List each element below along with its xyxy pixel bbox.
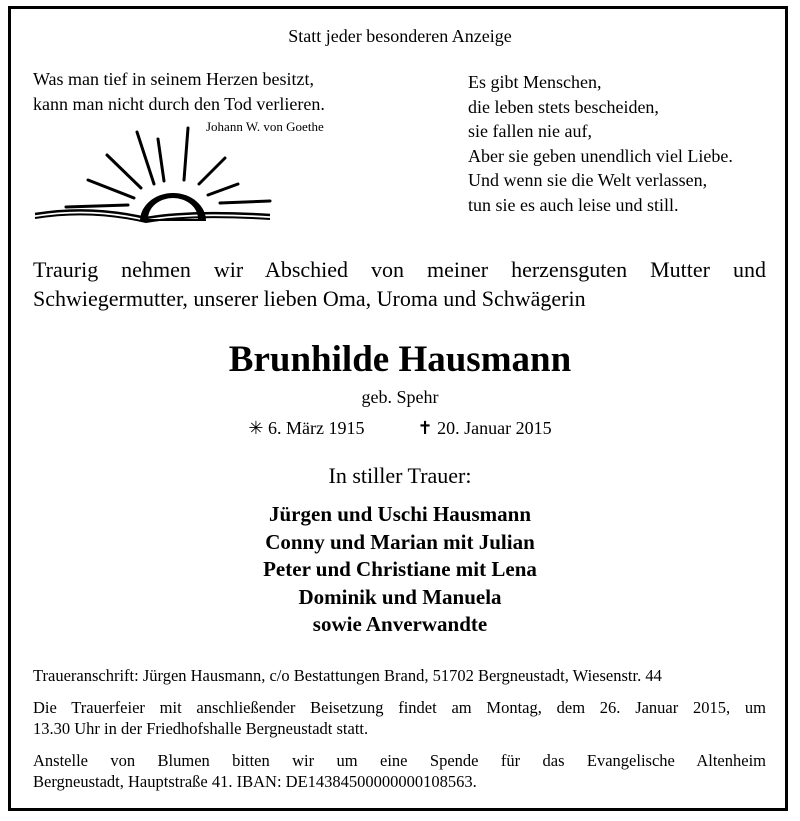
- donation-info: [33, 750, 766, 792]
- birth-star-icon: ✳: [248, 418, 264, 438]
- intro-text: [33, 255, 766, 313]
- poem-line: die leben stets bescheiden,: [468, 96, 659, 117]
- donation-line: Anstelle von Blumen bitten wir um eine Spende für das Evangelische Altenheim: [33, 751, 766, 770]
- death-date: 20. Januar 2015: [437, 418, 552, 438]
- mourner-line: Dominik und Manuela: [298, 584, 502, 609]
- mourning-heading: In stiller Trauer:: [328, 463, 472, 488]
- notice-header: Statt jeder besonderen Anzeige: [288, 26, 512, 46]
- life-dates: [0, 418, 800, 439]
- quote-line: kann man nicht durch den Tod verlieren.: [33, 94, 325, 114]
- birth-date: 6. März 1915: [268, 418, 365, 438]
- poem-line: tun sie es auch leise und still.: [468, 194, 679, 215]
- poem-line: Und wenn sie die Welt verlassen,: [468, 170, 708, 191]
- mourners-list: [0, 501, 800, 639]
- mourner-line: Jürgen und Uschi Hausmann: [269, 502, 531, 526]
- poem-line: sie fallen nie auf,: [468, 121, 592, 142]
- poem-line: Es gibt Menschen,: [468, 72, 602, 92]
- donation-line: Bergneustadt, Hauptstraße 41. IBAN: DE14384500000000108563.: [33, 772, 477, 791]
- sunrise-icon: [30, 125, 280, 235]
- intro-line: Traurig nehmen wir Abschied von meiner herzensguten Mutter und: [33, 257, 766, 282]
- quote-line: Was man tief in seinem Herzen besitzt,: [33, 69, 314, 89]
- poem-line: Aber sie geben unendlich viel Liebe.: [468, 145, 733, 166]
- poem: [468, 70, 733, 218]
- ceremony-info: [33, 697, 766, 739]
- mourner-line: sowie Anverwandte: [312, 612, 488, 636]
- intro-line: Schwiegermutter, unserer lieben Oma, Uroma und Schwägerin: [33, 286, 586, 311]
- quote-author: Johann W. von Goethe: [206, 119, 324, 134]
- mourning-address: Traueranschrift: Jürgen Hausmann, c/o Bestattungen Brand, 51702 Bergneustadt, Wiesenstr. 44: [33, 666, 662, 685]
- mourner-line: Peter und Christiane mit Lena: [263, 557, 537, 581]
- sunrise-drawing: [30, 125, 280, 230]
- ceremony-line: Die Trauerfeier mit anschließender Beisetzung findet am Montag, dem 26. Januar 2015, um: [33, 698, 766, 717]
- mourner-line: Conny und Marian mit Julian: [265, 529, 535, 554]
- deceased-name: Brunhilde Hausmann: [228, 339, 572, 380]
- birth-name: geb. Spehr: [361, 387, 439, 407]
- death-cross-icon: ✝: [417, 418, 433, 438]
- goethe-quote: [33, 67, 325, 117]
- ceremony-line: 13.30 Uhr in der Friedhofshalle Bergneustadt statt.: [33, 719, 369, 738]
